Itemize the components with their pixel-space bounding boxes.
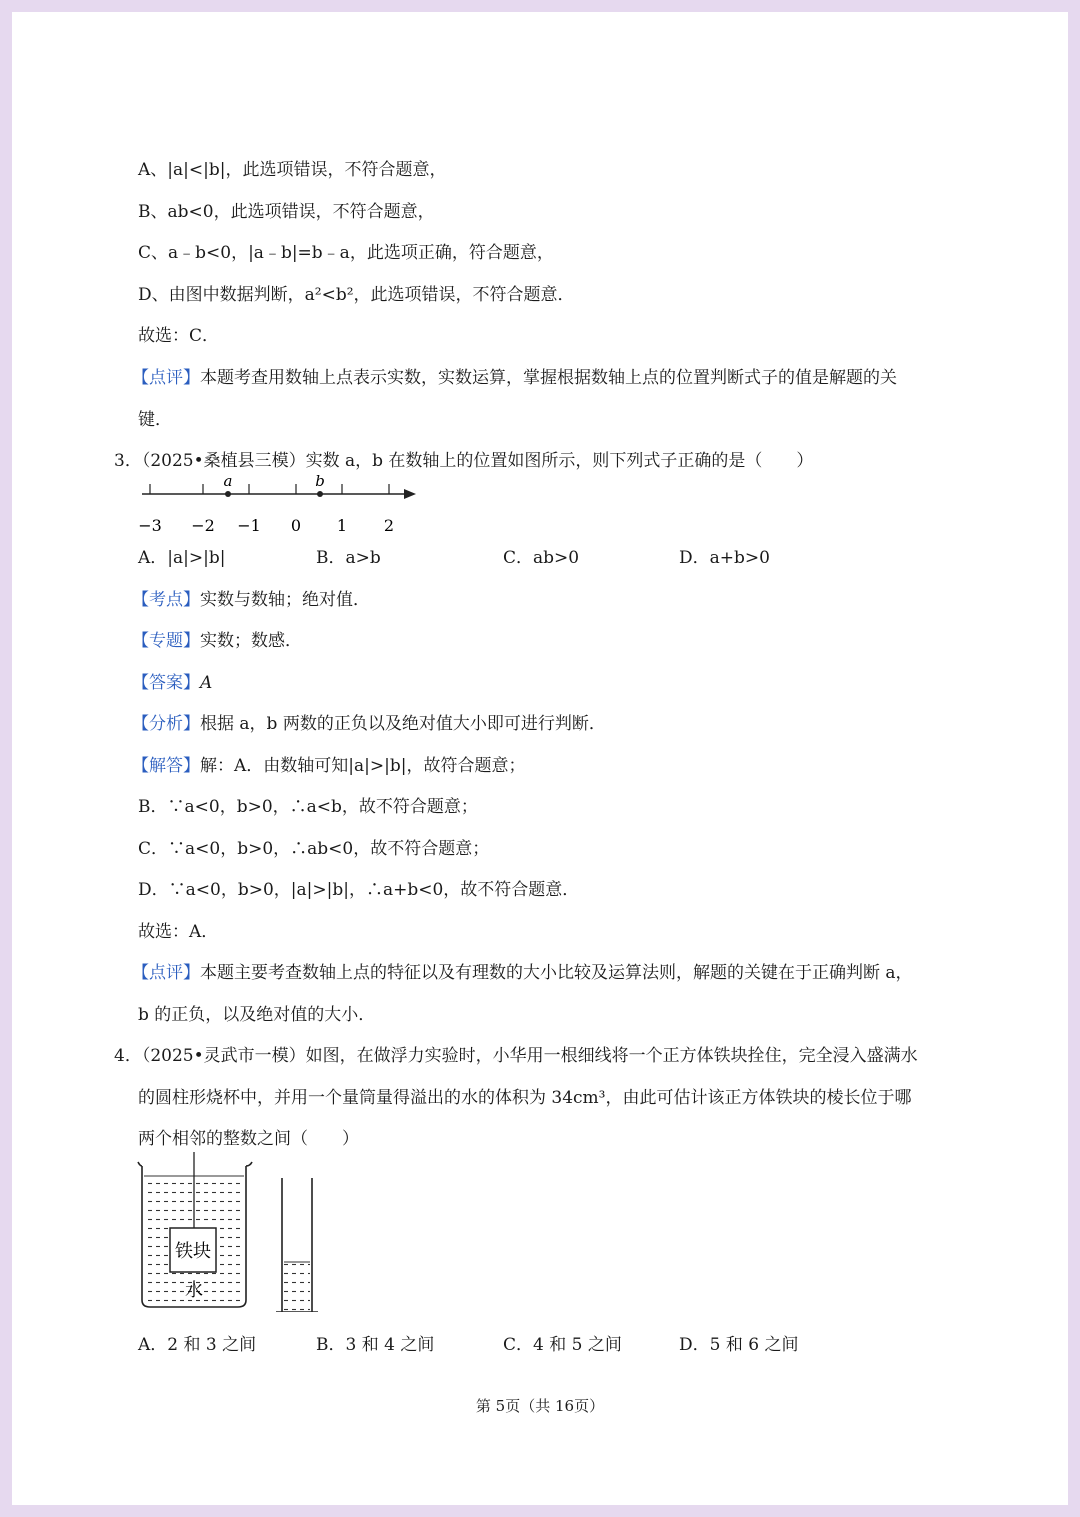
q3-zhuanti xyxy=(132,629,302,653)
fenxi-tag: 【分析】 xyxy=(132,714,200,734)
comment-line-1 xyxy=(132,366,897,390)
point-b xyxy=(317,491,323,497)
comment-text: 本题考查用数轴上点表示实数，实数运算，掌握根据数轴上点的位置判断式子的值是解题的关 xyxy=(200,368,897,388)
answer-text: A xyxy=(200,673,213,693)
jieda-tag: 【解答】 xyxy=(132,756,200,776)
number-line-figure xyxy=(132,472,432,538)
solution-line-c: C、a﹣b<0，|a﹣b|=b﹣a，此选项正确，符合题意， xyxy=(138,243,554,263)
q3-kaodian xyxy=(132,588,370,612)
tick-label: −2 xyxy=(191,516,215,535)
water-label: 水 xyxy=(185,1280,203,1301)
comment-text: 本题主要考查数轴上点的特征以及有理数的大小比较及运算法则，解题的关键在于正确判断 a， xyxy=(200,963,913,983)
q3-conclusion: 故选：A． xyxy=(138,922,219,942)
comment-line-2: 键． xyxy=(138,410,172,430)
option-a: A．|a|>|b| xyxy=(138,548,226,568)
comment-tag: 【点评】 xyxy=(132,368,200,388)
tick-label: −3 xyxy=(138,516,162,535)
tick-label: 0 xyxy=(290,516,302,535)
solution-line-a: A、|a|<|b|，此选项错误，不符合题意， xyxy=(138,160,447,180)
solution-conclusion: 故选：C． xyxy=(138,326,220,346)
tick-label: −1 xyxy=(237,516,261,535)
q3-answer xyxy=(132,671,212,695)
q3-jieda-c: C．∵a<0，b>0，∴ab<0，故不符合题意； xyxy=(138,839,490,859)
cylinder-water xyxy=(284,1262,310,1311)
option-b: B．a>b xyxy=(316,548,381,568)
tick-label: 1 xyxy=(336,516,348,535)
option-c: C．4 和 5 之间 xyxy=(503,1335,622,1355)
zhuanti-tag: 【专题】 xyxy=(132,631,200,651)
tick-label: 2 xyxy=(383,516,395,535)
q3-options xyxy=(12,546,912,570)
comment-tag: 【点评】 xyxy=(132,963,200,983)
q3-stem: 3．（2025•桑植县三模）实数 a，b 在数轴上的位置如图所示，则下列式子正确的是（ ） xyxy=(114,451,814,471)
beaker-figure xyxy=(132,1152,332,1312)
option-c: C．ab>0 xyxy=(503,548,580,568)
q3-jieda xyxy=(132,754,525,778)
jieda-text: 解：A．由数轴可知|a|>|b|，故符合题意； xyxy=(200,756,526,776)
block-label: 铁块 xyxy=(175,1241,211,1262)
q3-comment-2: b 的正负，以及绝对值的大小． xyxy=(138,1005,376,1025)
q3-jieda-b: B．∵a<0，b>0，∴a<b，故不符合题意； xyxy=(138,797,478,817)
q4-options xyxy=(12,1333,912,1357)
document-page xyxy=(12,12,1068,1505)
option-a: A．2 和 3 之间 xyxy=(138,1335,257,1355)
option-d: D．a+b>0 xyxy=(679,548,770,568)
option-d: D．5 和 6 之间 xyxy=(679,1335,799,1355)
q4-stem-2: 的圆柱形烧杯中，并用一个量筒量得溢出的水的体积为 34cm³，由此可估计该正方体铁块的棱长位于哪 xyxy=(138,1088,912,1108)
solution-line-b: B、ab<0，此选项错误，不符合题意， xyxy=(138,202,435,222)
point-b-label: b xyxy=(315,472,325,490)
q3-fenxi xyxy=(132,712,606,736)
point-a-label: a xyxy=(223,472,233,490)
q3-jieda-d: D．∵a<0，b>0，|a|>|b|，∴a+b<0，故不符合题意． xyxy=(138,880,580,900)
point-a xyxy=(225,491,231,497)
q4-stem-3: 两个相邻的整数之间（ ） xyxy=(138,1129,359,1149)
fenxi-text: 根据 a，b 两数的正负以及绝对值大小即可进行判断． xyxy=(200,714,606,734)
option-b: B．3 和 4 之间 xyxy=(316,1335,435,1355)
page-footer: 第 5页（共 16页） xyxy=(475,1397,605,1415)
answer-tag: 【答案】 xyxy=(132,673,200,693)
kaodian-text: 实数与数轴；绝对值． xyxy=(200,590,370,610)
number-line-arrow xyxy=(404,489,416,499)
q4-stem-1: 4．（2025•灵武市一模）如图，在做浮力实验时，小华用一根细线将一个正方体铁块拴住，完全浸入盛满水 xyxy=(114,1046,918,1066)
kaodian-tag: 【考点】 xyxy=(132,590,200,610)
solution-line-d: D、由图中数据判断，a²<b²，此选项错误，不符合题意． xyxy=(138,285,575,305)
q3-comment-1 xyxy=(132,961,913,985)
zhuanti-text: 实数；数感． xyxy=(200,631,302,651)
